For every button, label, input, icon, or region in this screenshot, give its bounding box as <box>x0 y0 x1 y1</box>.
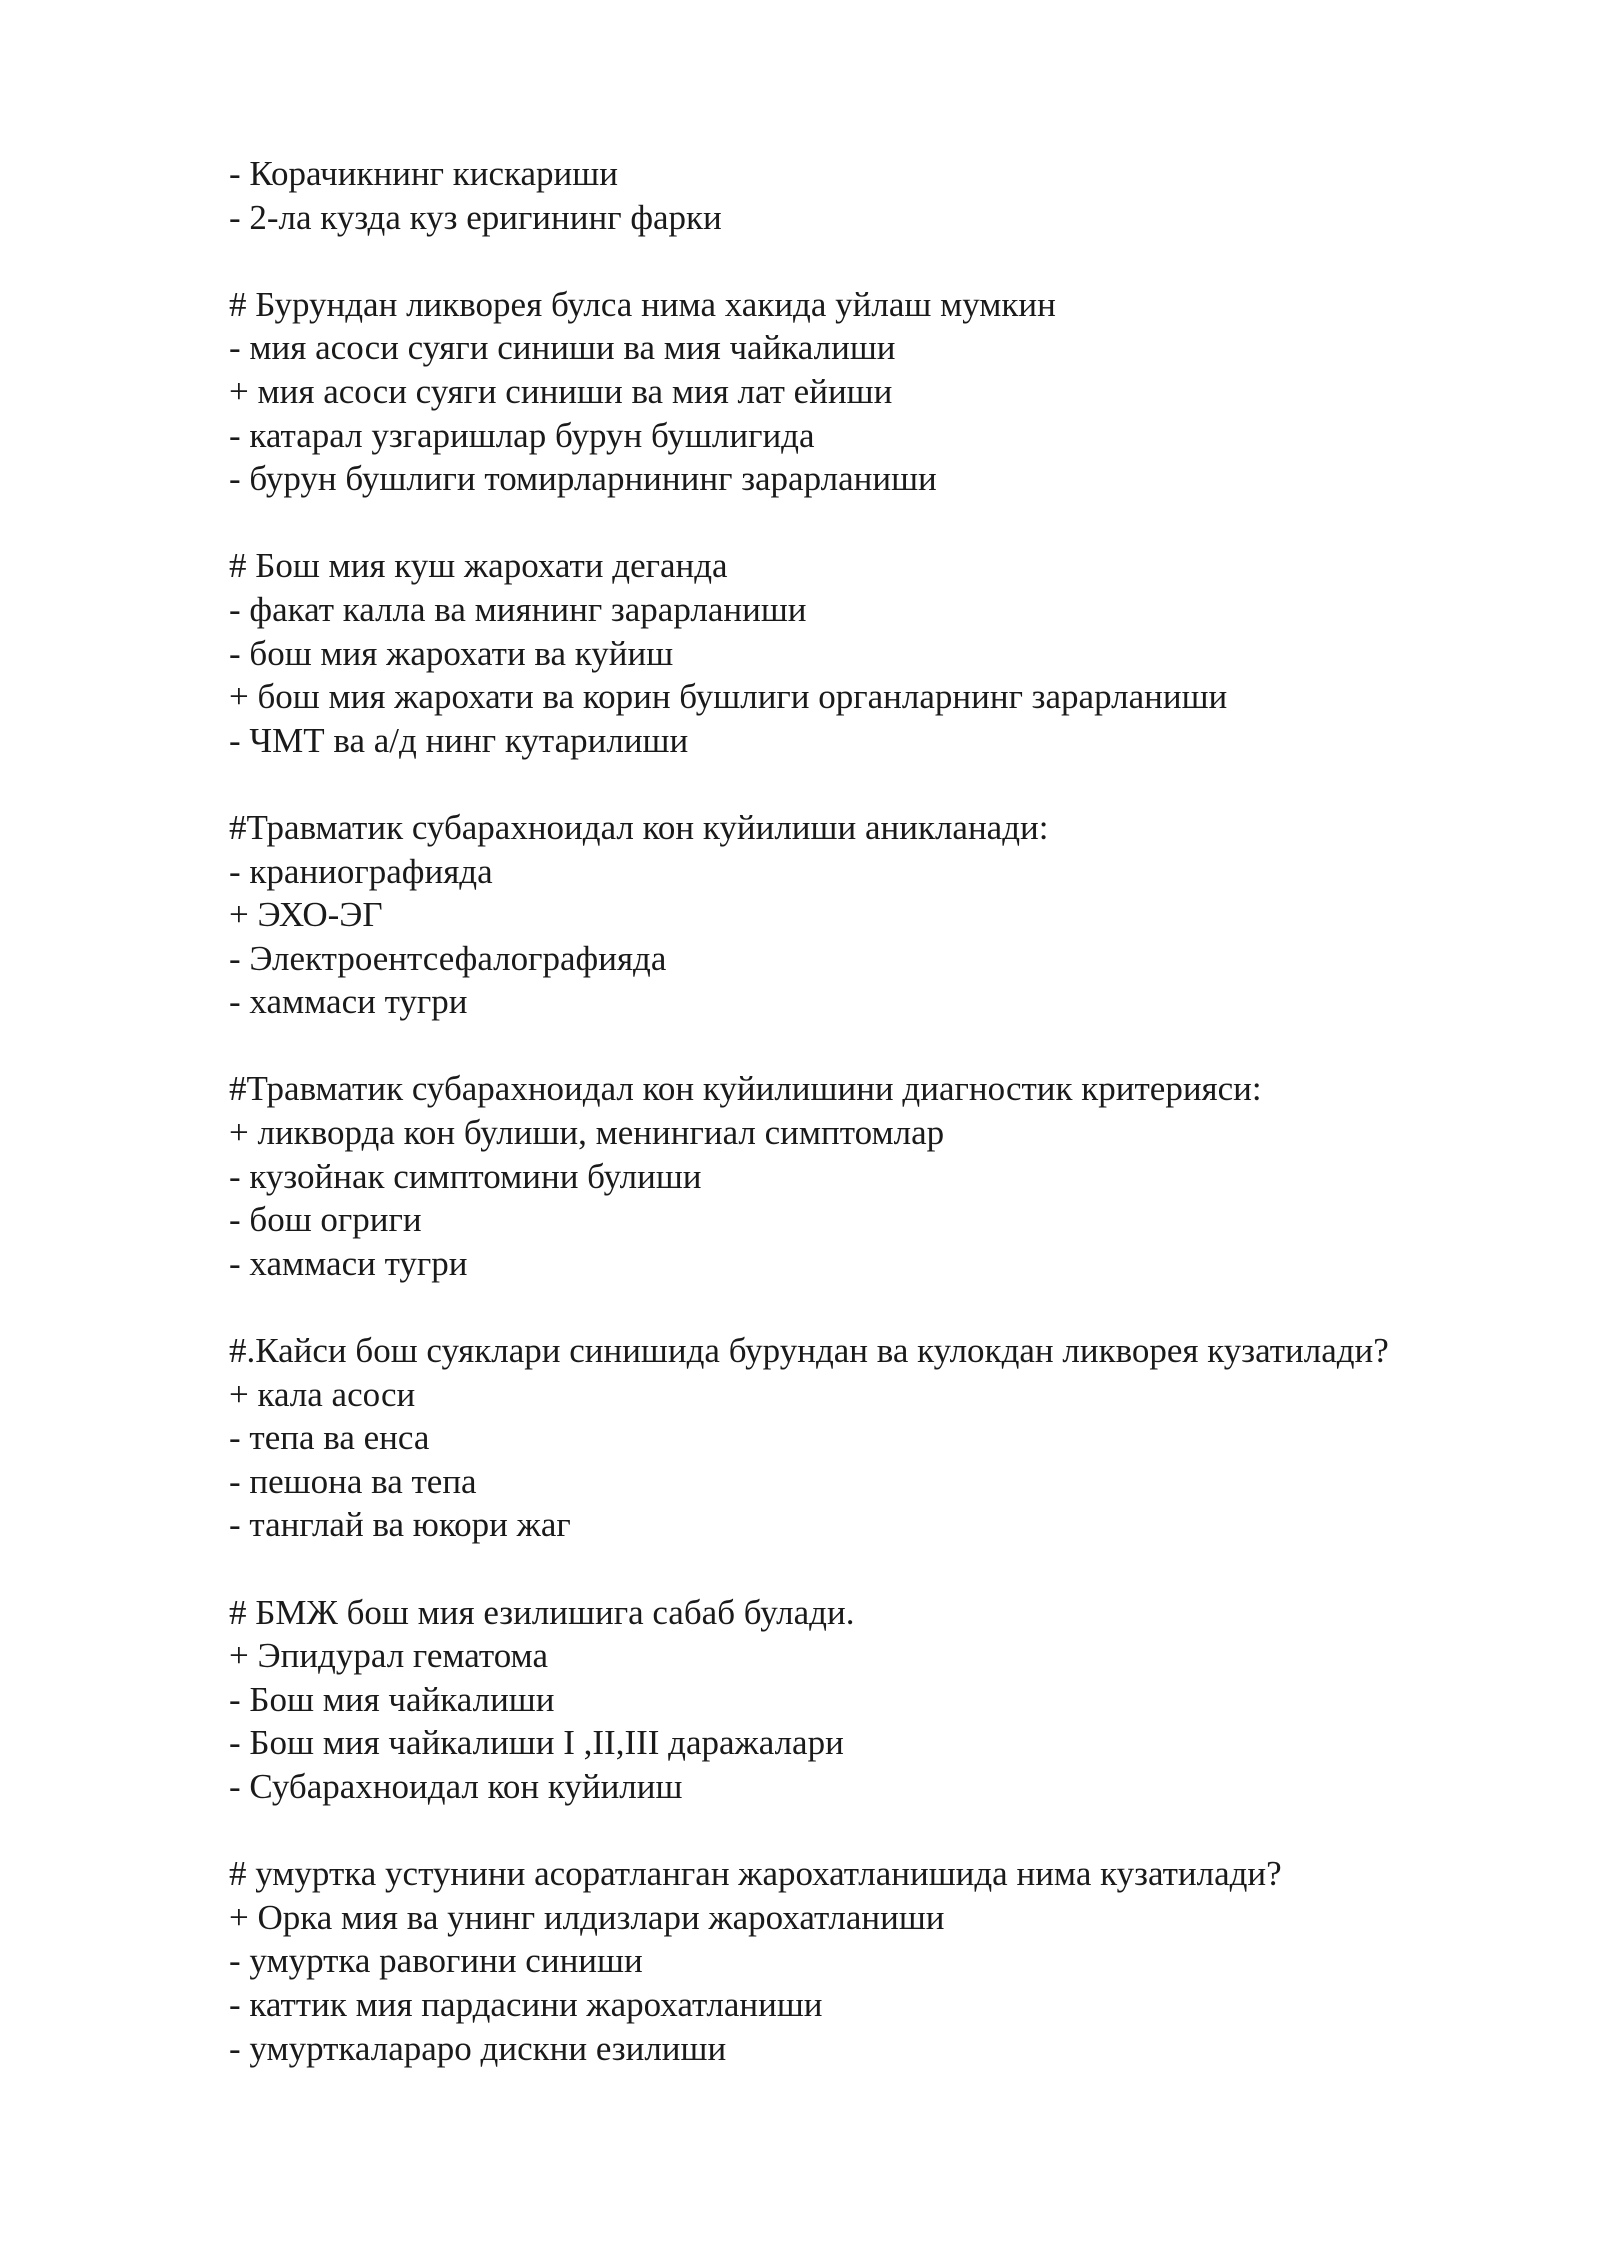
question-block <box>229 544 1529 762</box>
answer-option: - танглай ва юкори жаг <box>229 1505 571 1545</box>
answer-option: - хаммаси тугри <box>229 1243 468 1283</box>
answer-option: + Эпидурал гематома <box>229 1636 548 1676</box>
question-block <box>229 283 1529 501</box>
answer-option: - умурткалараро дискни езилиши <box>229 2028 727 2068</box>
text-line: - 2-ла кузда куз еригининг фарки <box>229 197 722 237</box>
intro-fragment <box>229 152 1529 239</box>
answer-option: - пешона ва тепа <box>229 1461 477 1501</box>
answer-option: + ЭХО-ЭГ <box>229 895 383 935</box>
question-block <box>229 806 1529 1024</box>
answer-option: - катарал узгаришлар бурун бушлигида <box>229 415 815 455</box>
answer-option: - Бош мия чайкалиши <box>229 1679 555 1719</box>
answer-option: - каттик мия пардасини жарохатланиши <box>229 1984 823 2024</box>
answer-option: - умуртка равогини синиши <box>229 1941 643 1981</box>
question-text: #.Кайси бош суяклари синишида бурундан ва кулокдан ликворея кузатилади? <box>229 1331 1389 1371</box>
question-block <box>229 1852 1529 2070</box>
answer-option: - краниографияда <box>229 851 493 891</box>
answer-option: + бош мия жарохати ва корин бушлиги органларнинг зарарланиши <box>229 677 1228 717</box>
answer-option: + кала асоси <box>229 1374 416 1414</box>
question-text: #Травматик субарахноидал кон куйилиши аникланади: <box>229 807 1049 847</box>
question-block <box>229 1067 1529 1285</box>
answer-option: - Бош мия чайкалиши I ,II,III даражалари <box>229 1723 844 1763</box>
answer-option: - бош мия жарохати ва куйиш <box>229 633 674 673</box>
question-text: # Бурундан ликворея булса нима хакида уйлаш мумкин <box>229 284 1056 324</box>
question-block <box>229 1591 1529 1809</box>
answer-option: - бурун бушлиги томирларнининг зарарланиши <box>229 459 937 499</box>
question-text: #Травматик субарахноидал кон куйилишини диагностик критерияси: <box>229 1069 1262 1109</box>
answer-option: - Субарахноидал кон куйилиш <box>229 1766 683 1806</box>
question-text: # БМЖ бош мия езилишига сабаб булади. <box>229 1592 855 1632</box>
answer-option: - бош огриги <box>229 1200 422 1240</box>
answer-option: + Орка мия ва унинг илдизлари жарохатланиши <box>229 1897 945 1937</box>
answer-option: + ликворда кон булиши, менингиал симптомлар <box>229 1113 945 1153</box>
answer-option: - ЧМТ ва а/д нинг кутарилиши <box>229 720 689 760</box>
answer-option: - Электроентсефалографияда <box>229 938 667 978</box>
text-line: - Корачикнинг кискариши <box>229 154 618 193</box>
answer-option: - факат калла ва миянинг зарарланиши <box>229 589 807 629</box>
answer-option: + мия асоси суяги синиши ва мия лат ейиши <box>229 371 893 411</box>
answer-option: - кузойнак симптомини булиши <box>229 1156 702 1196</box>
question-text: # Бош мия куш жарохати деганда <box>229 546 728 586</box>
question-block <box>229 1329 1529 1547</box>
answer-option: - тепа ва енса <box>229 1418 430 1458</box>
document-body <box>229 152 1529 2070</box>
answer-option: - хаммаси тугри <box>229 982 468 1022</box>
question-text: # умуртка устунини асоратланган жарохатланишида нима кузатилади? <box>229 1854 1282 1894</box>
answer-option: - мия асоси суяги синиши ва мия чайкалиши <box>229 328 896 368</box>
